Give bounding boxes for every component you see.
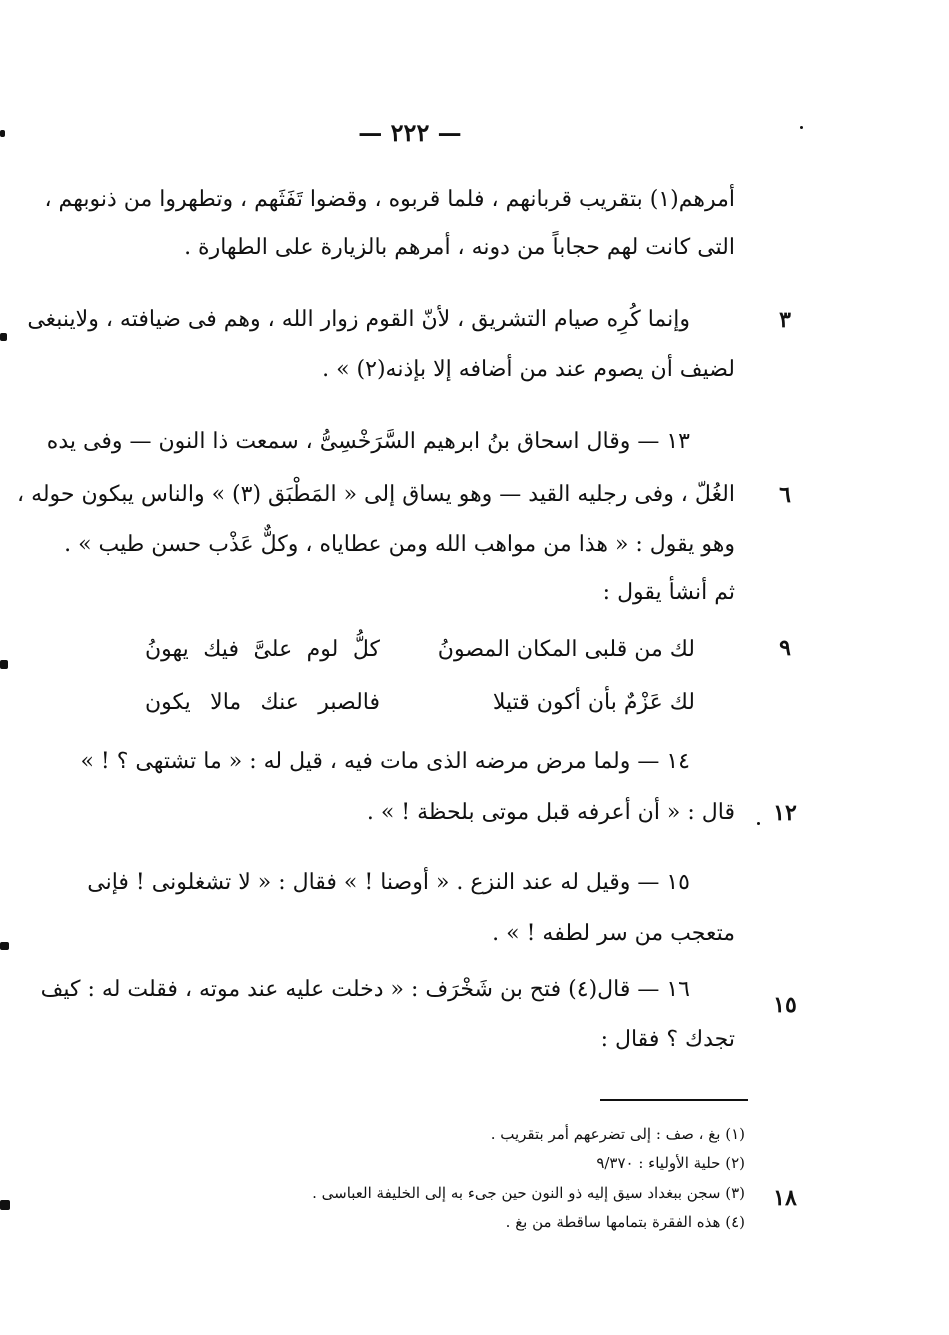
verse-second-hemistich: فالصبر عنك مالا يكون xyxy=(145,690,380,715)
verse-line xyxy=(145,630,695,670)
footnote: (٢) حلية الأولياء : ٩/٣٧٠ xyxy=(596,1154,745,1172)
verse-first-hemistich: لك عَزْمٌ بأن أكون قتيلا xyxy=(492,690,695,715)
text-line: وإنما كُرِه صيام التشريق ، لأنّ القوم زوار الله ، وهم فى ضيافته ، ولاينبغى xyxy=(27,307,690,332)
text-line: التى كانت لهم حجاباً من دونه ، أمرهم بالزيارة على الطهارة . xyxy=(184,235,735,260)
scan-speck xyxy=(0,130,5,137)
margin-line-number: ١٢ xyxy=(773,800,797,826)
margin-line-number: ١٨ xyxy=(773,1185,797,1211)
scan-speck xyxy=(0,333,7,341)
text-line: ثم أنشأ يقول : xyxy=(602,580,735,605)
text-line: الغُلّ ، وفى رجليه القيد — وهو يساق إلى « المَطْبَق (٣) » والناس يبكون حوله ، xyxy=(16,482,735,507)
margin-line-number: ٦ xyxy=(779,482,791,508)
text-line: ١٦ — قال(٤) فتح بن شَخْرَف : « دخلت عليه عند موته ، فقلت له : كيف xyxy=(40,977,690,1002)
scan-speck xyxy=(0,942,9,950)
scan-speck xyxy=(800,126,803,129)
text-line: أمرهم(١) بتقريب قربانهم ، فلما قربوه ، وقضوا تَفَثَهم ، وتطهروا من ذنوبهم ، xyxy=(44,187,735,212)
scan-speck xyxy=(757,822,760,825)
page-number: — ٢٢٢ — xyxy=(358,118,462,147)
text-line: ١٤ — ولما مرض مرضه الذى مات فيه ، قيل له : « ما تشتهى ؟ ! » xyxy=(80,749,690,774)
margin-line-number: ٣ xyxy=(779,307,791,333)
margin-line-number: ١٥ xyxy=(773,992,797,1018)
text-line: قال : « أن أعرفه قبل موتى بلحظة ! » . xyxy=(366,800,735,825)
verse-first-hemistich: لك من قلبى المكان المصونُ xyxy=(437,637,695,662)
verse-line xyxy=(145,683,695,723)
scan-speck xyxy=(0,1200,10,1210)
margin-line-number: ٩ xyxy=(779,635,791,661)
text-line: تجدك ؟ فقال : xyxy=(600,1027,735,1052)
footnote: (١) بغ ، صف : إلى تضرعهم أمر بتقريب . xyxy=(490,1125,745,1143)
text-line: لضيف أن يصوم عند من أضافه إلا بإذنه(٢) » . xyxy=(322,357,735,382)
footnote: (٣) سجن ببغداد سيق إليه ذو النون حين جىء به إلى الخليفة العباسى . xyxy=(312,1184,745,1202)
footnote: (٤) هذه الفقرة بتمامها ساقطة من بغ . xyxy=(505,1213,745,1231)
text-line: وهو يقول : « هذا من مواهب الله ومن عطاياه ، وكلٌّ عَذْب حسن طيب » . xyxy=(64,532,735,557)
scan-speck xyxy=(0,660,8,669)
footnote-rule xyxy=(600,1099,748,1101)
text-line: ١٣ — وقال اسحاق بنُ ابرهيم السَّرَخْسِىُّ ، سمعت ذا النون — وفى يده xyxy=(46,429,690,454)
text-line: متعجب من سر لطفه ! » . xyxy=(492,921,735,946)
text-line: ١٥ — وقيل له عند النزع . « أوصنا ! » فقال : « لا تشغلونى ! فإنى xyxy=(87,870,690,895)
verse-second-hemistich: كلُّ لوم علىَّ فيك يهونُ xyxy=(145,637,380,662)
